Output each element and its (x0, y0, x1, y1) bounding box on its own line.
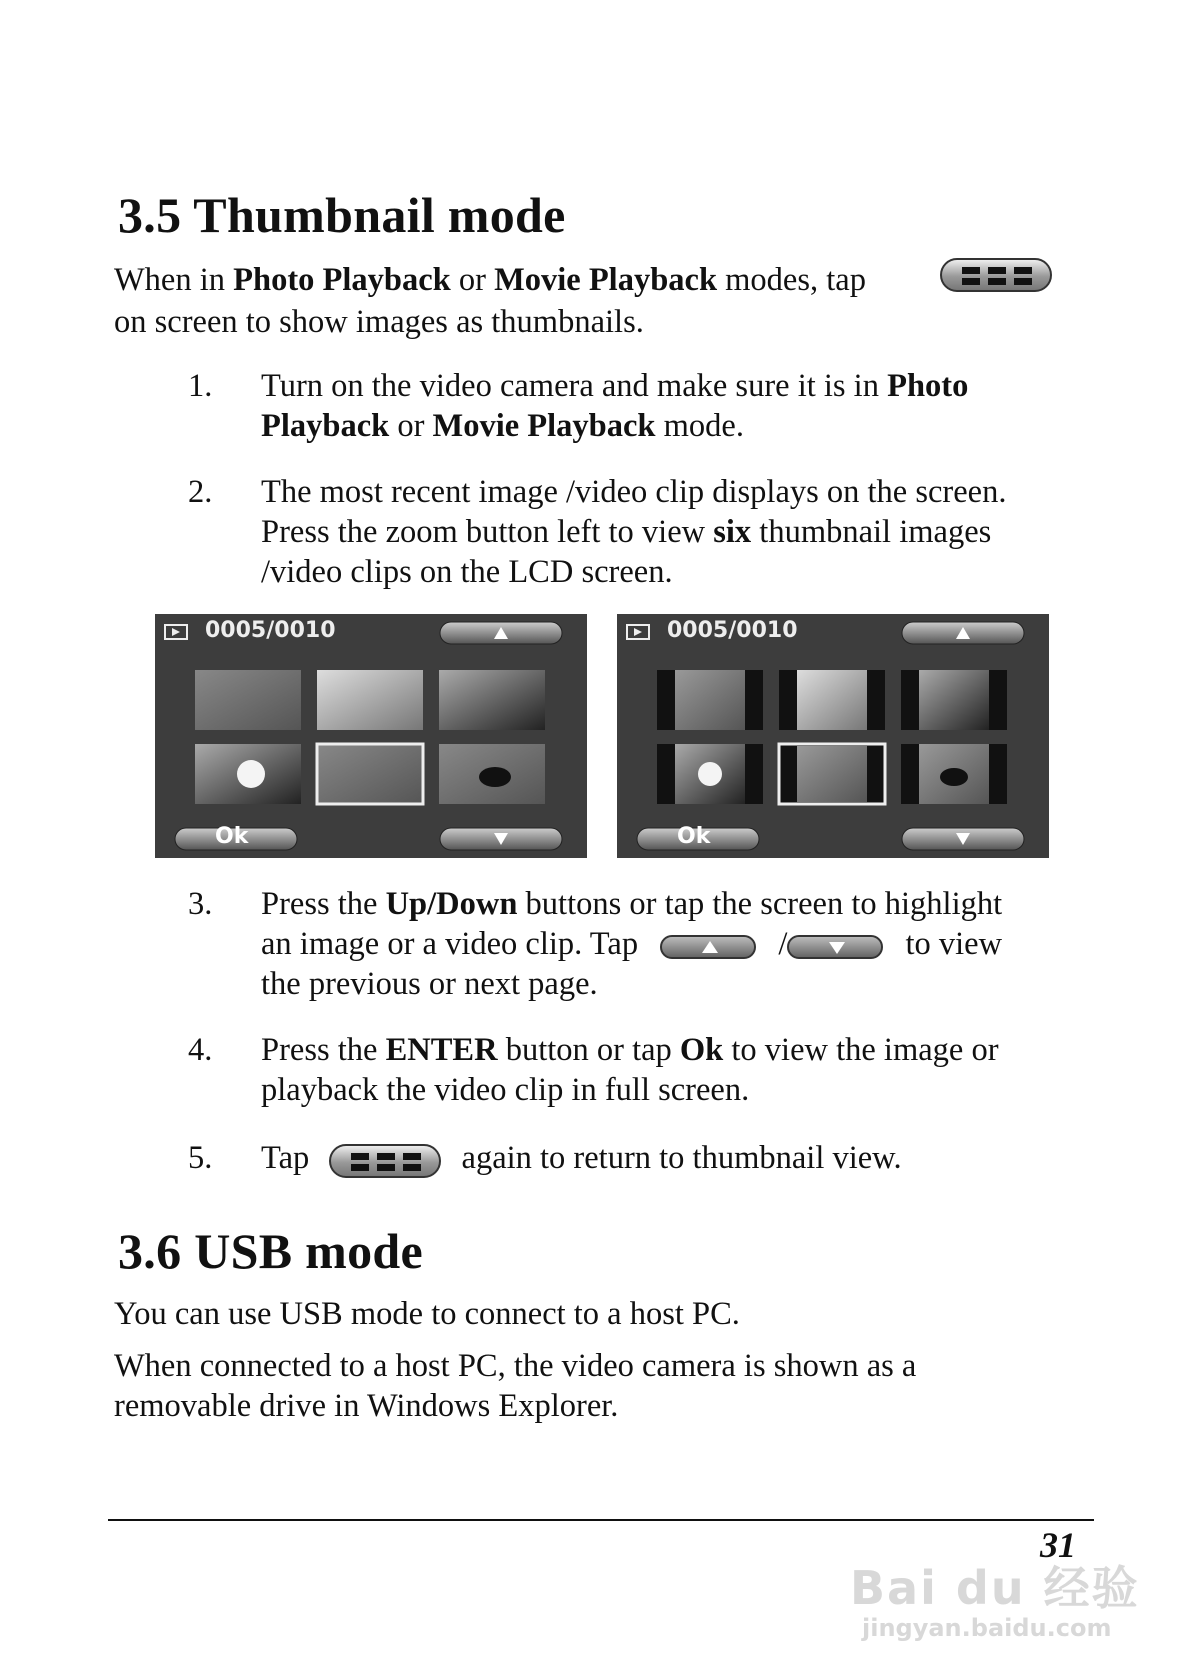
step-2-line-2: Press the zoom button left to view six thumbnail images (261, 514, 992, 550)
thumbnail-selected (317, 744, 423, 804)
thumbnail (797, 746, 867, 802)
watermark-url: jingyan.baidu.com (862, 1614, 1112, 1642)
page-down-icon (787, 935, 883, 959)
thumbnail-grid-icon (329, 1144, 441, 1178)
footer-rule (108, 1519, 1094, 1521)
watermark-brand: Bai du 经验 (850, 1561, 1140, 1615)
step-2-line-3: /video clips on the LCD screen. (261, 554, 673, 590)
play-icon (172, 628, 180, 636)
step-number: 1. (188, 368, 213, 404)
thumbnail (919, 670, 989, 730)
ok-label: Ok (215, 824, 249, 849)
step-number: 5. (188, 1140, 213, 1176)
step-number: 2. (188, 474, 213, 510)
step-1-line-1: Turn on the video camera and make sure it is in Photo (261, 368, 969, 404)
lcd-screen-graphic (155, 614, 587, 858)
play-icon (634, 628, 642, 636)
thumbnail (439, 670, 545, 730)
ok-label: Ok (677, 824, 711, 849)
intro-line-2: on screen to show images as thumbnails. (114, 304, 644, 340)
page-number: 31 (1040, 1525, 1076, 1565)
thumbnail (797, 670, 867, 730)
lcd-screen-right (617, 614, 1049, 858)
section-heading-usb: 3.6 USB mode (118, 1223, 424, 1279)
lcd-screen-graphic (617, 614, 1049, 858)
page-up-icon (660, 935, 756, 959)
step-number: 4. (188, 1032, 213, 1068)
usb-paragraph-2-line-2: removable drive in Windows Explorer. (114, 1388, 619, 1424)
section-heading-thumbnail: 3.5 Thumbnail mode (118, 187, 566, 243)
step-3-line-2: an image or a video clip. Tap / to view (261, 926, 1003, 962)
lcd-screen-left (155, 614, 587, 858)
thumbnail (675, 670, 745, 730)
step-5-line-1: Tap again to return to thumbnail view. (261, 1140, 902, 1176)
usb-paragraph-1: You can use USB mode to connect to a host PC. (114, 1296, 740, 1332)
step-2-line-1: The most recent image /video clip displays on the screen. (261, 474, 1007, 510)
step-number: 3. (188, 886, 213, 922)
intro-line-1: When in Photo Playback or Movie Playback modes, tap (114, 262, 866, 298)
step-4-line-2: playback the video clip in full screen. (261, 1072, 750, 1108)
file-counter: 0005/0010 (667, 618, 798, 643)
step-4-line-1: Press the ENTER button or tap Ok to view the image or (261, 1032, 999, 1068)
thumbnail-grid-icon (940, 258, 1052, 292)
thumbnail (317, 670, 423, 730)
step-1-line-2: Playback or Movie Playback mode. (261, 408, 744, 444)
step-3-line-3: the previous or next page. (261, 966, 598, 1002)
usb-paragraph-2-line-1: When connected to a host PC, the video camera is shown as a (114, 1348, 917, 1384)
step-3-line-1: Press the Up/Down buttons or tap the screen to highlight (261, 886, 1003, 922)
thumbnail (195, 670, 301, 730)
file-counter: 0005/0010 (205, 618, 336, 643)
